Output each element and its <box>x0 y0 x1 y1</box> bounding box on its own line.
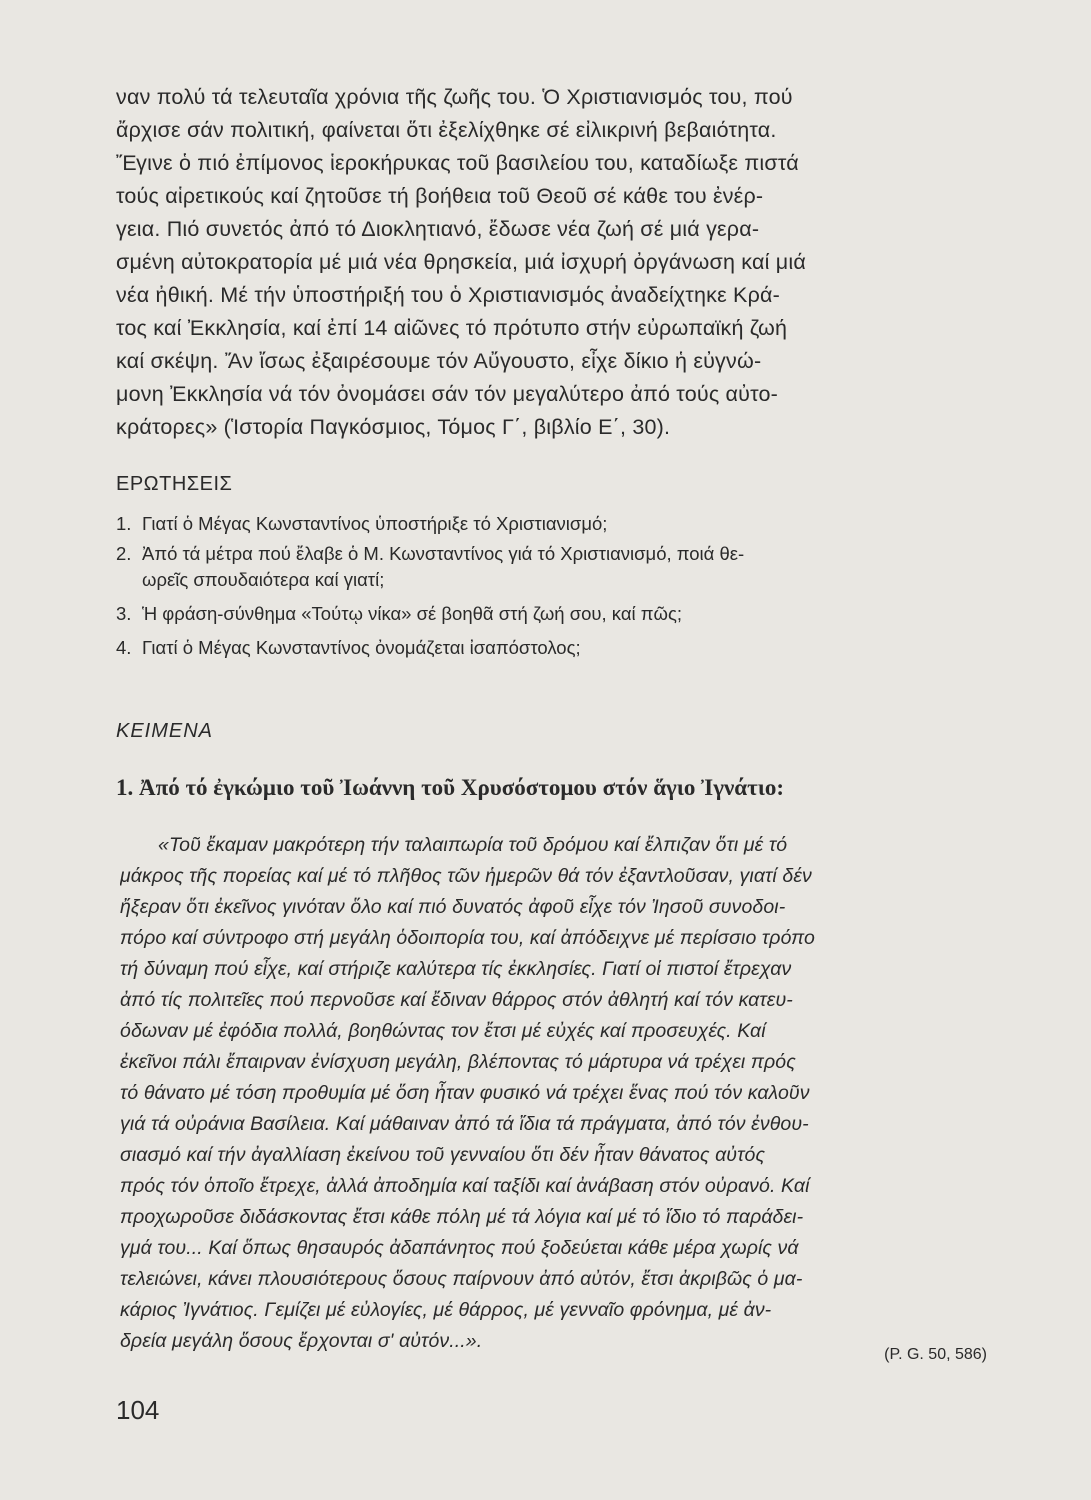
quote-line: γμά του... Καί ὅπως θησαυρός ἀδαπάνητος πού ξοδεύεται κάθε μέρα χωρίς νά <box>120 1237 799 1259</box>
quote-line: σιασμό καί τήν ἀγαλλίαση ἐκείνου τοῦ γενναίου ὅτι δέν ἦταν θάνατος αὐτός <box>120 1144 766 1166</box>
quote-line: μάκρος τῆς πορείας καί μέ τό πλῆθος τῶν ἡμερῶν θά τόν ἐξαντλοῦσαν, γιατί δέν <box>120 865 812 887</box>
question-item <box>116 511 976 537</box>
quote-line: «Τοῦ ἔκαμαν μακρότερη τήν ταλαιπωρία τοῦ δρόμου καί ἔλπιζαν ὅτι μέ τό <box>158 834 788 856</box>
body-line: τος καί Ἐκκλησία, καί ἐπί 14 αἰῶνες τό πρότυπο στήν εὐρωπαϊκή ζωή <box>116 316 788 340</box>
body-line: Ἔγινε ὁ πιό ἐπίμονος ἱεροκήρυκας τοῦ βασιλείου του, καταδίωξε πιστά <box>116 151 799 175</box>
question-number: 3. <box>116 603 132 624</box>
quote-line: τή δύναμη πού εἶχε, καί στήριζε καλύτερα τίς ἐκκλησίες. Γιατί οἱ πιστοί ἔτρεχαν <box>120 958 792 980</box>
body-line: κράτορες» (Ἱστορία Παγκόσμιος, Τόμος Γ΄, βιβλίο Ε΄, 30). <box>116 415 671 439</box>
question-item <box>116 541 976 567</box>
section-heading: ΚΕΙΜΕΝΑ <box>116 720 214 742</box>
quote-line: τό θάνατο μέ τόση προθυμία μέ ὅση ἦταν φυσικό νά τρέχει ἕνας πού τόν καλοῦν <box>120 1082 810 1104</box>
quote-line: ἐκεῖνοι πάλι ἔπαιρναν ἐνίσχυση μεγάλη, βλέποντας τό μάρτυρα νά τρέχει πρός <box>120 1051 796 1073</box>
quote-line: κάριος Ἰγνάτιος. Γεμίζει μέ εὐλογίες, μέ θάρρος, μέ γενναῖο φρόνημα, μέ ἀν- <box>120 1299 772 1321</box>
questions-heading: ΕΡΩΤΗΣΕΙΣ <box>116 473 233 495</box>
body-line: ναν πολύ τά τελευταῖα χρόνια τῆς ζωῆς του. Ὁ Χριστιανισμός του, πού <box>116 85 793 109</box>
quote-line: πρός τόν ὁποῖο ἔτρεχε, ἀλλά ἀποδημία καί ταξίδι καί ἀνάβαση στόν οὐρανό. Καί <box>120 1175 810 1197</box>
question-text: Γιατί ὁ Μέγας Κωνσταντίνος ὀνομάζεται ἰσαπόστολος; <box>142 637 581 658</box>
body-line: τούς αἱρετικούς καί ζητοῦσε τή βοήθεια τοῦ Θεοῦ σέ κάθε του ἐνέρ- <box>116 184 764 208</box>
question-number: 4. <box>116 637 132 658</box>
question-text: Γιατί ὁ Μέγας Κωνσταντίνος ὑποστήριξε τό Χριστιανισμό; <box>142 513 608 534</box>
quote-line: ἤξεραν ὅτι ἐκεῖνος γινόταν ὅλο καί πιό δυνατός ἀφοῦ εἶχε τόν Ἰησοῦ συνοδοι- <box>120 896 786 918</box>
quote-line: πόρο καί σύντροφο στή μεγάλη ὁδοιπορία του, καί ἀπόδειχνε μέ περίσσιο τρόπο <box>120 927 815 949</box>
quote-line: δρεία μεγάλη ὅσους ἔρχονται σ' αὐτόν...». <box>120 1330 483 1352</box>
question-item <box>116 601 976 627</box>
body-line: γεια. Πιό συνετός ἀπό τό Διοκλητιανό, ἔδωσε νέα ζωή σέ μιά γερα- <box>116 217 760 241</box>
question-text-continuation: ωρεῖς σπουδαιότερα καί γιατί; <box>142 569 385 590</box>
page-number: 104 <box>116 1395 160 1425</box>
question-item <box>116 635 976 661</box>
question-number: 1. <box>116 513 132 534</box>
citation: (P. G. 50, 586) <box>884 1346 987 1363</box>
quote-line: γιά τά οὐράνια Βασίλεια. Καί μάθαιναν ἀπό τά ἴδια τά πράγματα, ἀπό τόν ἐνθου- <box>120 1113 809 1135</box>
body-line: καί σκέψη. Ἄν ἴσως ἐξαιρέσουμε τόν Αὔγουστο, εἶχε δίκιο ἡ εὐγνώ- <box>116 349 762 373</box>
question-text: Ἀπό τά μέτρα πού ἔλαβε ὁ Μ. Κωνσταντίνος γιά τό Χριστιανισμό, ποιά θε- <box>142 543 745 564</box>
body-line: μονη Ἐκκλησία νά τόν ὀνομάσει σάν τόν μεγαλύτερο ἀπό τούς αὐτο- <box>116 382 779 406</box>
quote-line: όδωναν μέ ἐφόδια πολλά, βοηθώντας τον ἔτσι μέ εὐχές καί προσευχές. Καί <box>120 1020 766 1042</box>
body-line: σμένη αὐτοκρατορία μέ μιά νέα θρησκεία, μιά ἰσχυρή ὀργάνωση καί μιά <box>116 250 806 274</box>
quote-line: τελειώνει, κάνει πλουσιότερους ὅσους παίρνουν ἀπό αὐτόν, ἔτσι ἀκριβῶς ὁ μα- <box>120 1268 803 1290</box>
question-number: 2. <box>116 543 132 564</box>
question-text: Ἡ φράση-σύνθημα «Τούτῳ νίκα» σέ βοηθᾶ στή ζωή σου, καί πῶς; <box>142 603 683 624</box>
quote-line: προχωροῦσε διδάσκοντας ἔτσι κάθε πόλη μέ τά λόγια καί μέ τό ἴδιο τό παράδει- <box>120 1206 804 1228</box>
body-line: νέα ἠθική. Μέ τήν ὑποστήριξή του ὁ Χριστιανισμός ἀναδείχτηκε Κρά- <box>116 283 780 307</box>
quote-line: ἀπό τίς πολιτεῖες πού περνοῦσε καί ἔδιναν θάρρος στόν ἀθλητή καί τόν κατευ- <box>120 989 793 1011</box>
body-line: ἄρχισε σάν πολιτική, φαίνεται ὅτι ἐξελίχθηκε σέ εἰλικρινή βεβαιότητα. <box>116 118 777 142</box>
text-title: 1. Ἀπό τό ἐγκώμιο τοῦ Ἰωάννη τοῦ Χρυσόστομου στόν ἅγιο Ἰγνάτιο: <box>116 775 784 800</box>
